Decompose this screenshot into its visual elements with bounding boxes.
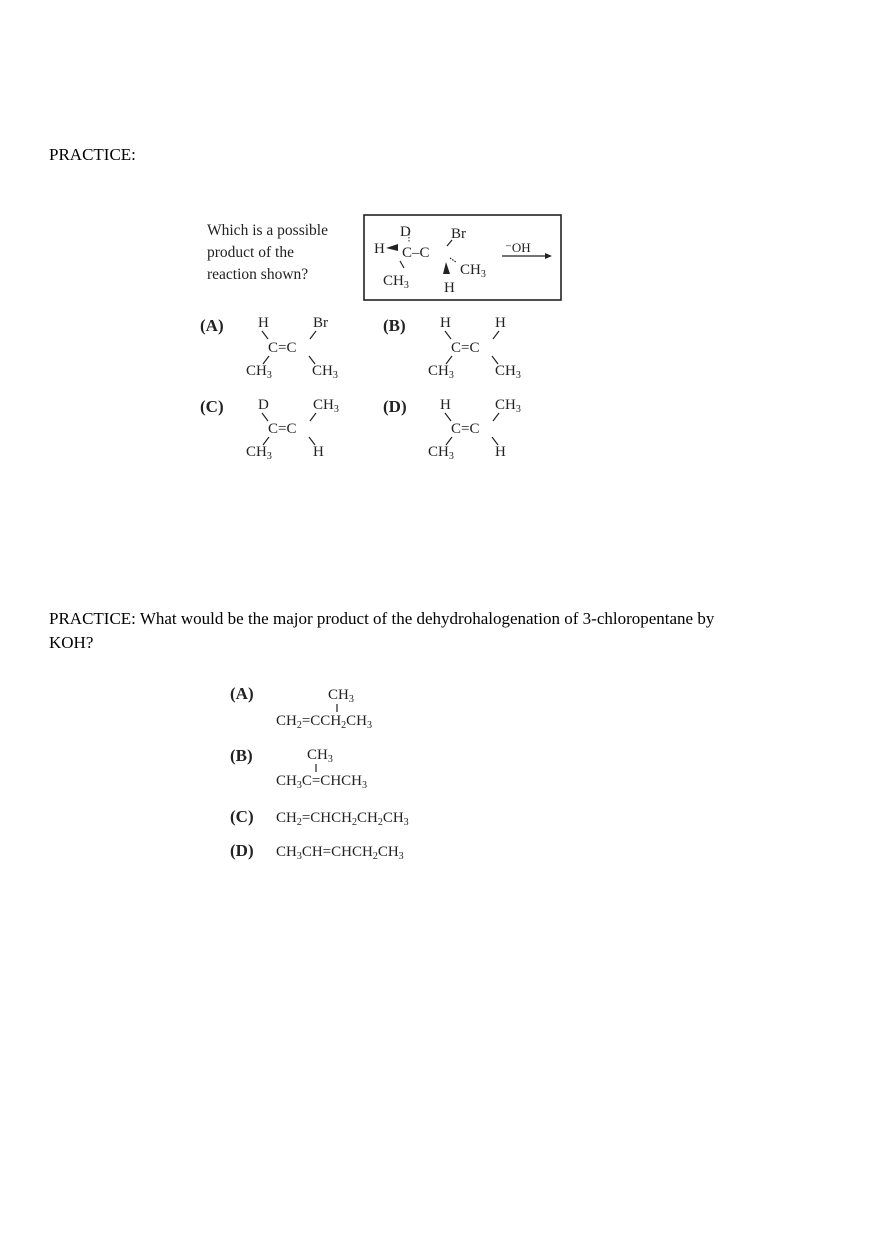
substituent-tl: H (440, 315, 451, 331)
rx-right-group: $CH_3$ (460, 262, 486, 280)
substituent-tr: $CH_3$ (313, 397, 339, 415)
alkene-choice-C (200, 397, 339, 462)
substituent-bl: $CH_3$ (246, 363, 272, 381)
double-bond: C=C (268, 421, 297, 437)
bond (493, 331, 499, 339)
practice-heading-2 (49, 607, 769, 655)
rx-top-left: D (400, 224, 411, 240)
alkene-choice-B (383, 315, 521, 381)
formula: $CH_2=CCH_2CH_3$ (276, 713, 372, 731)
hash-bond (450, 258, 456, 262)
practice2-choice-B (230, 746, 367, 791)
question-line-1: Which is a possible (207, 222, 328, 239)
reaction-box (364, 215, 561, 300)
choice-label: (C) (200, 397, 224, 416)
practice2-question-line-1: PRACTICE: What would be the major product of the dehydrohalogenation of 3-chloropentane by (49, 609, 715, 628)
substituent-bl: $CH_3$ (428, 363, 454, 381)
substituent-tr: H (495, 315, 506, 331)
arrow-head (545, 253, 552, 259)
substituent-tl: H (440, 397, 451, 413)
branch: $CH_3$ (328, 687, 354, 705)
bond (400, 261, 404, 268)
substituent-tl: H (258, 315, 269, 331)
alkene-choice-A (200, 315, 338, 381)
bond (262, 413, 268, 421)
reagent-label: ⁻OH (505, 240, 531, 255)
practice-heading-1: PRACTICE: (49, 145, 136, 164)
bond (310, 413, 316, 421)
double-bond: C=C (451, 421, 480, 437)
choice-label: (D) (230, 841, 254, 860)
branch: $CH_3$ (307, 747, 333, 765)
substituent-bl: $CH_3$ (428, 444, 454, 462)
substituent-bl: $CH_3$ (246, 444, 272, 462)
question-text (207, 222, 328, 283)
formula: $CH_2=CHCH_2CH_2CH_3$ (276, 810, 409, 828)
substituent-br: H (495, 444, 506, 460)
question-line-2: product of the (207, 244, 294, 261)
alkene-choice-D (383, 397, 521, 462)
bond (445, 413, 451, 421)
rx-left-atom: H (374, 241, 385, 257)
practice2-choice-D (230, 841, 404, 862)
bond (447, 240, 452, 246)
question-line-3: reaction shown? (207, 266, 309, 283)
practice2-question-line-2: KOH? (49, 633, 94, 652)
choice-label: (B) (383, 316, 406, 335)
wedge-bond (386, 244, 398, 251)
substituent-br: $CH_3$ (312, 363, 338, 381)
choice-label: (B) (230, 746, 253, 765)
rx-center: C–C (402, 245, 430, 261)
substituent-tl: D (258, 397, 269, 413)
bond (493, 413, 499, 421)
choice-label: (A) (200, 316, 224, 335)
substituent-br: H (313, 444, 324, 460)
formula: $CH_3CH=CHCH_2CH_3$ (276, 844, 404, 862)
choice-label: (C) (230, 807, 254, 826)
practice2-choice-A (230, 684, 372, 731)
formula: $CH_3C=CHCH_3$ (276, 773, 367, 791)
substituent-br: $CH_3$ (495, 363, 521, 381)
wedge-bond (443, 262, 450, 274)
rx-bottom-right: H (444, 280, 455, 296)
choice-label: (A) (230, 684, 254, 703)
practice2-choice-C (230, 807, 409, 828)
choice-label: (D) (383, 397, 407, 416)
bond (310, 331, 316, 339)
rx-bottom-left: $CH_3$ (383, 273, 409, 291)
substituent-tr: $CH_3$ (495, 397, 521, 415)
double-bond: C=C (268, 340, 297, 356)
substituent-tr: Br (313, 315, 328, 331)
double-bond: C=C (451, 340, 480, 356)
bond (262, 331, 268, 339)
bond (445, 331, 451, 339)
rx-top-right: Br (451, 226, 466, 242)
